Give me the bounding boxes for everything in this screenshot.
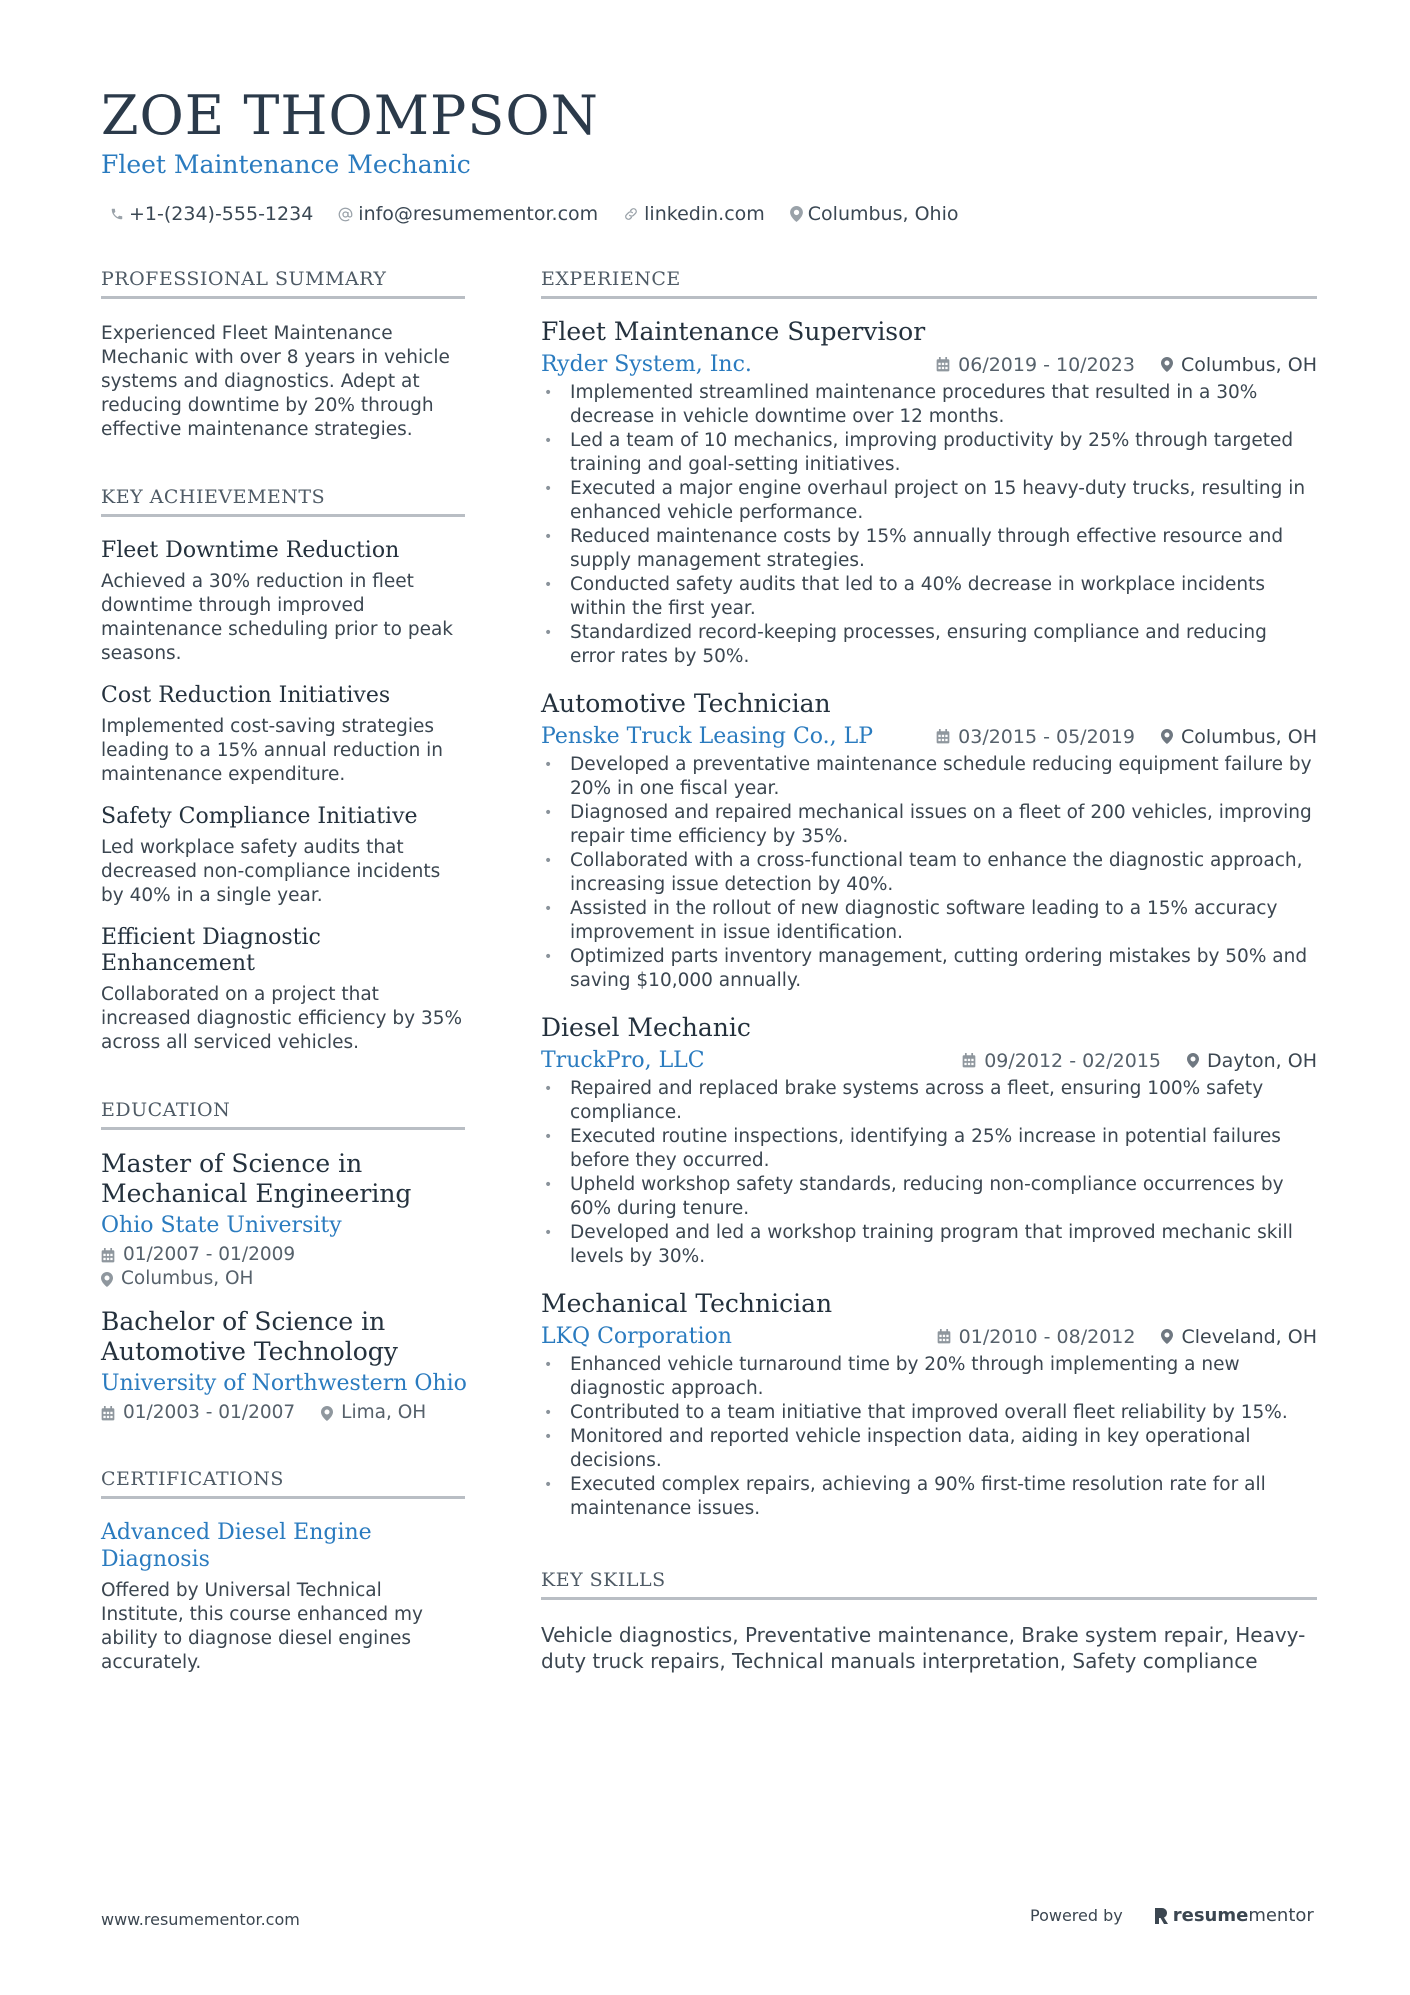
brand-bold: resume — [1172, 1905, 1249, 1926]
skills-text: Vehicle diagnostics, Preventative maintenance, Brake system repair, Heavy-duty truck repairs, Technical manuals interpretation, Safety compliance — [541, 1623, 1306, 1673]
section-heading: KEY ACHIEVEMENTS — [101, 486, 465, 517]
job-entry — [541, 689, 1317, 993]
brand-light: mentor — [1248, 1905, 1314, 1926]
job-bullet: • Contributed to a team initiative that improved overall fleet reliability by 15%. — [541, 1401, 1317, 1425]
dates-text: 01/2007 - 01/2009 — [123, 1244, 296, 1265]
experience-list — [541, 317, 1317, 1521]
achievement-title: Fleet Downtime Reduction — [101, 538, 400, 563]
calendar-icon — [962, 1053, 976, 1068]
job-bullet: • Enhanced vehicle turnaround time by 20% through implementing a new diagnostic approach. — [541, 1353, 1317, 1401]
achievement-item — [101, 804, 465, 908]
job-bullet: • Executed a major engine overhaul project on 15 heavy-duty trucks, resulting in enhanced vehicle performance. — [541, 477, 1317, 525]
achievement-item — [101, 683, 465, 787]
achievement-title: Safety Compliance Initiative — [101, 804, 418, 829]
job-bullets — [541, 1077, 1317, 1269]
school-name: Ohio State University — [101, 1213, 342, 1238]
phone-icon — [110, 207, 124, 221]
contact-email[interactable] — [338, 203, 598, 225]
candidate-name: ZOE THOMPSON — [101, 84, 599, 147]
calendar-icon — [101, 1248, 115, 1263]
summary-section — [101, 268, 465, 442]
location-text: Columbus, OH — [1180, 725, 1317, 748]
job-meta-row — [541, 1048, 1317, 1073]
location-pin-icon — [321, 1406, 333, 1421]
job-bullets — [541, 753, 1317, 993]
location-pin-icon — [101, 1272, 113, 1287]
education-item — [101, 1307, 465, 1425]
job-title: Diesel Mechanic — [541, 1013, 751, 1042]
company-name: Ryder System, Inc. — [541, 352, 752, 377]
dates-text: 09/2012 - 02/2015 — [984, 1049, 1162, 1072]
link-icon — [623, 206, 639, 222]
job-location — [1161, 354, 1317, 376]
powered-by-text: Powered by — [1030, 1906, 1123, 1925]
calendar-icon — [936, 357, 950, 372]
dates-text: 01/2003 - 01/2007 — [123, 1402, 296, 1423]
location-text: Dayton, OH — [1207, 1049, 1317, 1072]
contact-phone[interactable] — [110, 203, 313, 225]
location-pin-icon — [1161, 1329, 1173, 1344]
education-location — [101, 1267, 465, 1291]
footer-brand — [1030, 1905, 1314, 1926]
candidate-role: Fleet Maintenance Mechanic — [101, 150, 471, 179]
certifications-section — [101, 1468, 465, 1675]
location-pin-icon — [1161, 729, 1173, 744]
job-dates — [936, 726, 1135, 748]
certification-text: Offered by Universal Technical Institute, this course enhanced my ability to diagnose diesel engines accurately. — [101, 1580, 423, 1673]
degree-title: Bachelor of Science in Automotive Technology — [101, 1307, 398, 1366]
job-bullet: • Developed a preventative maintenance schedule reducing equipment failure by 20% in one fiscal year. — [541, 753, 1317, 801]
job-bullet: • Reduced maintenance costs by 15% annually through effective resource and supply management strategies. — [541, 525, 1317, 573]
job-bullet: • Collaborated with a cross-functional team to enhance the diagnostic approach, increasing issue detection by 40%. — [541, 849, 1317, 897]
job-bullets — [541, 381, 1317, 669]
job-bullet: • Repaired and replaced brake systems across a fleet, ensuring 100% safety compliance. — [541, 1077, 1317, 1125]
location-pin-icon — [1161, 357, 1173, 372]
achievement-item — [101, 538, 465, 666]
skills-section — [541, 1569, 1317, 1674]
certification-item — [101, 1519, 465, 1675]
job-bullet: • Diagnosed and repaired mechanical issues on a fleet of 200 vehicles, improving repair time efficiency by 35%. — [541, 801, 1317, 849]
email-text: info@resumementor.com — [358, 203, 599, 225]
section-heading: KEY SKILLS — [541, 1569, 1317, 1600]
achievement-text: Collaborated on a project that increased diagnostic efficiency by 35% across all serviced vehicles. — [101, 984, 463, 1053]
job-dates — [937, 1326, 1136, 1348]
achievement-title: Cost Reduction Initiatives — [101, 683, 391, 708]
job-location — [1187, 1050, 1317, 1072]
degree-title: Master of Science in Mechanical Engineering — [101, 1149, 412, 1208]
job-location — [1161, 726, 1317, 748]
job-bullet: • Monitored and reported vehicle inspection data, aiding in key operational decisions. — [541, 1425, 1317, 1473]
achievement-item — [101, 925, 465, 1055]
achievements-section — [101, 486, 465, 1055]
job-bullet: • Optimized parts inventory management, cutting ordering mistakes by 50% and saving $10,000 annually. — [541, 945, 1317, 993]
location-text: Lima, OH — [341, 1402, 427, 1423]
location-pin-icon — [1187, 1053, 1199, 1068]
job-bullet: • Assisted in the rollout of new diagnostic software leading to a 15% accuracy improvement in issue identification. — [541, 897, 1317, 945]
job-meta — [936, 726, 1317, 748]
job-meta — [962, 1050, 1317, 1072]
achievement-text: Led workplace safety audits that decreased non-compliance incidents by 40% in a single year. — [101, 837, 441, 906]
resumementor-logo-icon — [1153, 1906, 1169, 1926]
contact-bar — [110, 201, 983, 227]
right-column — [541, 268, 1317, 1674]
job-title: Mechanical Technician — [541, 1289, 833, 1318]
education-section — [101, 1099, 465, 1425]
job-bullet: • Standardized record-keeping processes, ensuring compliance and reducing error rates by 50%. — [541, 621, 1317, 669]
job-meta — [936, 354, 1317, 376]
certification-title: Advanced Diesel Engine Diagnosis — [101, 1520, 372, 1572]
job-title: Fleet Maintenance Supervisor — [541, 317, 926, 346]
job-location — [1161, 1326, 1317, 1348]
summary-text: Experienced Fleet Maintenance Mechanic with over 8 years in vehicle systems and diagnostics. Adept at reducing downtime by 20% through effective maintenance strategies. — [101, 323, 450, 440]
location-text: Columbus, Ohio — [807, 203, 959, 225]
location-pin-icon — [790, 206, 803, 222]
job-meta — [937, 1326, 1317, 1348]
calendar-icon — [936, 729, 950, 744]
section-heading: EDUCATION — [101, 1099, 465, 1130]
dates-text: 01/2010 - 08/2012 — [958, 1325, 1136, 1348]
location-text: Columbus, OH — [1180, 353, 1317, 376]
job-bullet: • Developed and led a workshop training program that improved mechanic skill levels by 30%. — [541, 1221, 1317, 1269]
job-bullet: • Upheld workshop safety standards, reducing non-compliance occurrences by 60% during tenure. — [541, 1173, 1317, 1221]
education-meta — [101, 1401, 465, 1425]
company-name: LKQ Corporation — [541, 1324, 732, 1349]
left-column — [101, 268, 465, 1675]
section-heading: EXPERIENCE — [541, 268, 1317, 299]
achievement-title: Efficient Diagnostic Enhancement — [101, 925, 321, 976]
job-dates — [962, 1050, 1161, 1072]
job-title: Automotive Technician — [541, 689, 831, 718]
section-heading: CERTIFICATIONS — [101, 1468, 465, 1499]
company-name: Penske Truck Leasing Co., LP — [541, 724, 874, 749]
calendar-icon — [101, 1406, 115, 1421]
location-text: Cleveland, OH — [1181, 1325, 1317, 1348]
job-meta-row — [541, 724, 1317, 749]
contact-linkedin[interactable] — [623, 203, 765, 225]
achievement-text: Implemented cost-saving strategies leading to a 15% annual reduction in maintenance expenditure. — [101, 716, 444, 785]
company-name: TruckPro, LLC — [541, 1048, 705, 1073]
job-bullet: • Led a team of 10 mechanics, improving productivity by 25% through targeted training and goal-setting initiatives. — [541, 429, 1317, 477]
education-item — [101, 1149, 465, 1291]
job-entry — [541, 317, 1317, 669]
at-icon — [338, 207, 353, 222]
contact-location — [790, 203, 959, 225]
job-bullet: • Executed complex repairs, achieving a 90% first-time resolution rate for all maintenance issues. — [541, 1473, 1317, 1521]
job-bullet: • Conducted safety audits that led to a 40% decrease in workplace incidents within the first year. — [541, 573, 1317, 621]
job-entry — [541, 1289, 1317, 1521]
achievement-text: Achieved a 30% reduction in fleet downtime through improved maintenance scheduling prior to peak seasons. — [101, 571, 454, 664]
brand-name[interactable] — [1173, 1905, 1314, 1926]
job-entry — [541, 1013, 1317, 1269]
calendar-icon — [937, 1329, 951, 1344]
linkedin-text: linkedin.com — [644, 203, 765, 225]
education-dates — [101, 1243, 465, 1267]
school-name: University of Northwestern Ohio — [101, 1371, 467, 1396]
job-bullets — [541, 1353, 1317, 1521]
footer-url[interactable]: www.resumementor.com — [101, 1910, 300, 1929]
job-meta-row — [541, 352, 1317, 377]
job-bullet: • Implemented streamlined maintenance procedures that resulted in a 30% decrease in vehicle downtime over 12 months. — [541, 381, 1317, 429]
job-bullet: • Executed routine inspections, identifying a 25% increase in potential failures before they occurred. — [541, 1125, 1317, 1173]
location-text: Columbus, OH — [121, 1268, 254, 1289]
dates-text: 06/2019 - 10/2023 — [958, 353, 1135, 376]
section-heading: PROFESSIONAL SUMMARY — [101, 268, 465, 299]
phone-text: +1-(234)-555-1234 — [129, 203, 314, 225]
job-dates — [936, 354, 1135, 376]
job-meta-row — [541, 1324, 1317, 1349]
dates-text: 03/2015 - 05/2019 — [958, 725, 1135, 748]
